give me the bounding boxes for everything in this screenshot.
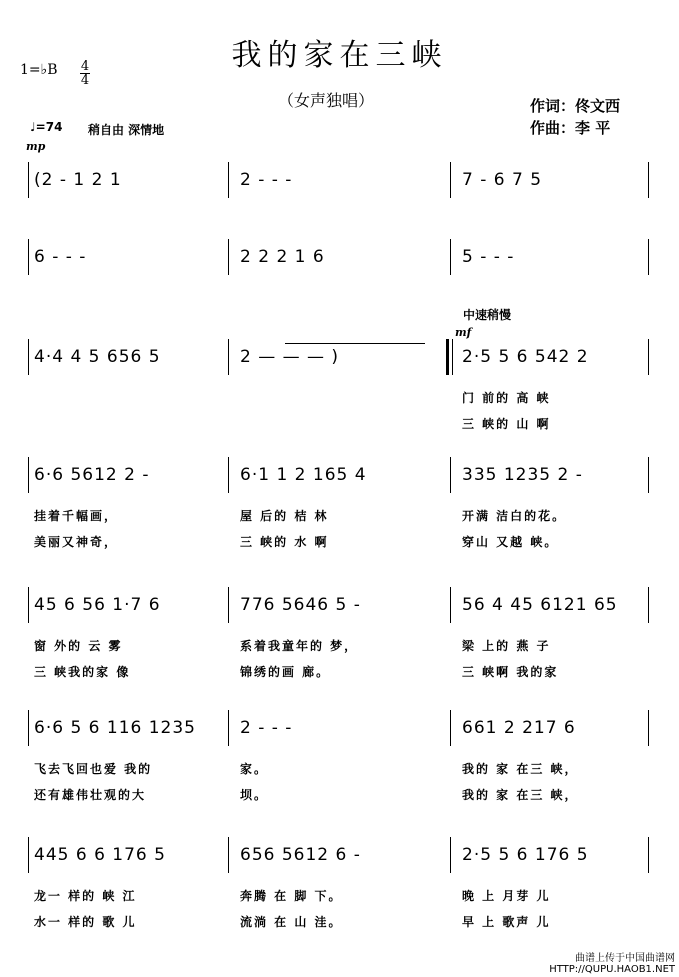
- footer-watermark: [549, 953, 675, 975]
- bar-line: [228, 710, 229, 746]
- bar-line: [648, 339, 649, 375]
- tie-line: [285, 343, 425, 344]
- lyric-line-1: 挂着千幅画，: [34, 509, 119, 523]
- bar-line: [28, 457, 29, 493]
- lyric-line-2: 我的 家 在三 峡，: [462, 788, 579, 802]
- measure-notes: 56 4 45 6121 65: [462, 595, 618, 615]
- bar-line: [28, 162, 29, 198]
- measure-notes: 2·5 5 6 542 2: [462, 347, 589, 367]
- bar-line: [28, 837, 29, 873]
- lyric-line-1: 开满 洁白的花。: [462, 509, 567, 523]
- lyric-line-2: 三 峡我的家 像: [34, 665, 131, 679]
- lyric-line-2: 水一 样的 歌 儿: [34, 915, 137, 929]
- measure-notes: 5 - - -: [462, 247, 515, 267]
- bar-line: [648, 837, 649, 873]
- lyric-line-1: 飞去飞回也爱 我的: [34, 762, 153, 776]
- bar-line: [450, 837, 451, 873]
- measure-notes: 661 2 217 6: [462, 718, 576, 738]
- measure-notes: 445 6 6 176 5: [34, 845, 166, 865]
- lyric-line-1: 家。: [240, 762, 269, 776]
- bar-line: [446, 339, 449, 375]
- time-sig-bottom: 4: [80, 73, 90, 88]
- composer-credit: 作曲：李 平: [530, 119, 611, 137]
- measure-notes: 2 2 2 1 6: [240, 247, 325, 267]
- bar-line: [450, 457, 451, 493]
- time-sig-top: 4: [80, 59, 90, 74]
- footer-line2: HTTP://QUPU.HAOB1.NET: [549, 964, 675, 975]
- measure-notes: 776 5646 5 -: [240, 595, 361, 615]
- lyric-line-1: 系着我童年的 梦，: [240, 639, 359, 653]
- bar-line: [228, 837, 229, 873]
- lyric-line-2: 锦绣的画 廊。: [240, 665, 331, 679]
- lyric-line-1: 门 前的 高 峡: [462, 391, 551, 405]
- bar-line: [28, 239, 29, 275]
- time-signature: [80, 60, 90, 87]
- lyric-line-1: 窗 外的 云 雾: [34, 639, 123, 653]
- measure-notes: 6·6 5 6 116 1235: [34, 718, 196, 738]
- lyric-line-1: 晚 上 月芽 儿: [462, 889, 551, 903]
- expression-marking: 稍自由 深情地: [88, 123, 165, 137]
- lyric-line-1: 屋 后的 桔 林: [240, 509, 329, 523]
- lyric-line-2: 美丽又神奇，: [34, 535, 119, 549]
- bar-line: [228, 162, 229, 198]
- lyric-line-2: 穿山 又越 峡。: [462, 535, 559, 549]
- lyric-line-2: 坝。: [240, 788, 269, 802]
- measure-notes: 7 - 6 7 5: [462, 170, 543, 190]
- bar-line: [648, 587, 649, 623]
- bar-line: [450, 587, 451, 623]
- bar-line: [450, 239, 451, 275]
- bar-line: [648, 457, 649, 493]
- measure-notes: 2 - - -: [240, 718, 293, 738]
- lyric-line-2: 早 上 歌声 儿: [462, 915, 551, 929]
- measure-notes: 4·4 4 5 656 5: [34, 347, 161, 367]
- measure-notes: 2·5 5 6 176 5: [462, 845, 589, 865]
- lyric-line-1: 奔腾 在 脚 下。: [240, 889, 343, 903]
- bar-line: [28, 339, 29, 375]
- bar-line: [450, 710, 451, 746]
- bar-line: [228, 587, 229, 623]
- section2-tempo: 中速稍慢: [463, 308, 512, 322]
- bar-line: [648, 710, 649, 746]
- measure-notes: 6·1 1 2 165 4: [240, 465, 367, 485]
- lyricist-credit: 作词：佟文西: [530, 97, 621, 115]
- lyric-line-2: 流淌 在 山 洼。: [240, 915, 343, 929]
- song-title: 我的家在三峡: [231, 38, 448, 73]
- bar-line: [28, 587, 29, 623]
- measure-notes: 6·6 5612 2 -: [34, 465, 150, 485]
- tempo-marking: ♩=74: [30, 120, 63, 134]
- measure-notes: 6 - - -: [34, 247, 87, 267]
- measure-notes: 2 - - -: [240, 170, 293, 190]
- lyric-line-2: 三 峡的 山 啊: [462, 417, 551, 431]
- lyric-line-2: 三 峡啊 我的家: [462, 665, 559, 679]
- measure-notes: 656 5612 6 -: [240, 845, 361, 865]
- footer-line1: 曲谱上传于中国曲谱网: [575, 953, 675, 964]
- repeat-bar-line: [452, 339, 453, 375]
- lyric-line-1: 龙一 样的 峡 江: [34, 889, 137, 903]
- measure-notes: 45 6 56 1·7 6: [34, 595, 161, 615]
- dynamic-mf: mf: [455, 326, 472, 339]
- subtitle: （女声独唱）: [278, 91, 375, 110]
- lyric-line-1: 我的 家 在三 峡，: [462, 762, 579, 776]
- bar-line: [648, 239, 649, 275]
- bar-line: [228, 339, 229, 375]
- lyric-line-2: 还有雄伟壮观的大: [34, 788, 147, 802]
- measure-notes: 335 1235 2 -: [462, 465, 583, 485]
- bar-line: [28, 710, 29, 746]
- measure-notes: 2 — — — ): [240, 347, 340, 367]
- dynamic-mp: mp: [26, 140, 46, 153]
- measure-notes: (2 - 1 2 1: [34, 170, 122, 190]
- key-signature: 1=♭B: [20, 62, 58, 78]
- bar-line: [228, 239, 229, 275]
- bar-line: [450, 162, 451, 198]
- bar-line: [648, 162, 649, 198]
- bar-line: [228, 457, 229, 493]
- lyric-line-2: 三 峡的 水 啊: [240, 535, 329, 549]
- lyric-line-1: 梁 上的 燕 子: [462, 639, 551, 653]
